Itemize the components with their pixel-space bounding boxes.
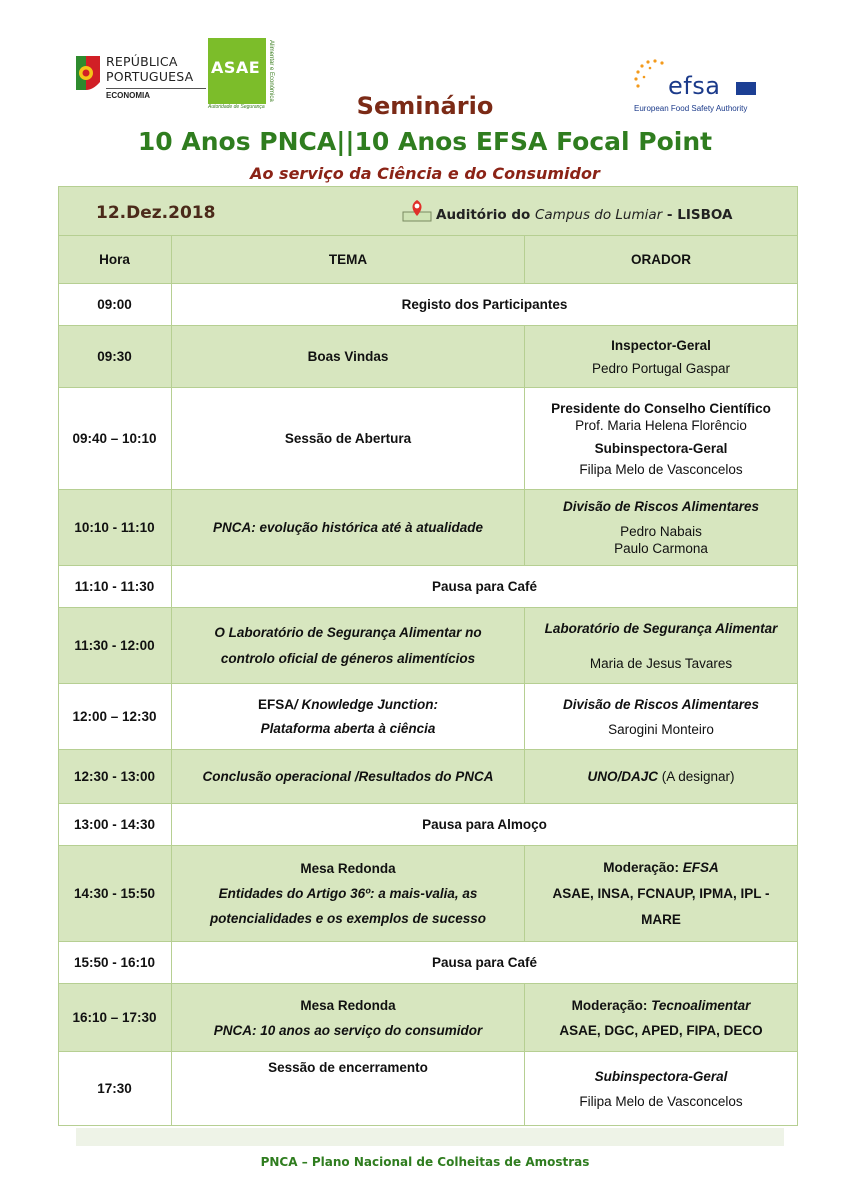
- row-orador: [525, 750, 798, 804]
- speaker-name: Filipa Melo de Vasconcelos: [579, 461, 743, 477]
- tema-line: [258, 693, 438, 717]
- row-orador: [525, 608, 798, 684]
- row-hora: 13:00 - 14:30: [58, 804, 172, 846]
- speaker-role: Presidente do Conselho Científico: [551, 400, 771, 416]
- tema-line: Entidades do Artigo 36º: a mais-valia, as: [218, 886, 478, 901]
- row-orador: [525, 388, 798, 490]
- row-orador: [525, 1052, 798, 1126]
- speaker-role: Laboratório de Segurança Alimentar: [544, 620, 778, 636]
- row-tema: Conclusão operacional /Resultados do PNCA: [172, 750, 525, 804]
- speaker-name: Pedro Nabais: [620, 524, 702, 539]
- panel-entities: MARE: [641, 911, 681, 927]
- moderation-line: [572, 993, 751, 1018]
- tema-line: Plataforma aberta à ciência: [260, 720, 436, 736]
- panel-entities: ASAE, INSA, FCNAUP, IPMA, IPL -: [552, 885, 770, 901]
- row-hora: 11:10 - 11:30: [58, 566, 172, 608]
- row-hora: 17:30: [58, 1052, 172, 1126]
- portugal-emblem-icon: [76, 56, 100, 90]
- row-hora: 14:30 - 15:50: [58, 846, 172, 942]
- moderation-label: Moderação:: [603, 859, 679, 875]
- tema-heading: Mesa Redonda: [300, 861, 396, 876]
- panel-entities: ASAE, DGC, APED, FIPA, DECO: [559, 1022, 763, 1038]
- logo-divider: [106, 88, 206, 89]
- row-tema: Sessão de Abertura: [172, 388, 525, 490]
- footer-band: [76, 1128, 784, 1146]
- speaker-name: Filipa Melo de Vasconcelos: [579, 1093, 743, 1109]
- row-orador: [525, 684, 798, 750]
- row-tema: Pausa para Almoço: [172, 804, 798, 846]
- page-footer: PNCA – Plano Nacional de Colheitas de Amostras: [260, 1155, 590, 1169]
- speaker-name: Maria de Jesus Tavares: [589, 655, 733, 671]
- tema-heading: Mesa Redonda: [300, 997, 396, 1013]
- event-info-band: [58, 186, 798, 236]
- row-hora: 11:30 - 12:00: [58, 608, 172, 684]
- seminar-label: Seminário: [356, 92, 494, 120]
- asae-name: ASAE: [211, 58, 261, 77]
- row-tema: Registo dos Participantes: [172, 284, 798, 326]
- map-pin-icon: [402, 198, 432, 222]
- tema-efsa: EFSA: [257, 696, 294, 712]
- row-tema: [172, 684, 525, 750]
- row-tema: [172, 608, 525, 684]
- moderation-line: [603, 855, 719, 881]
- speaker-role: Inspector-Geral: [611, 337, 711, 353]
- column-header-orador: ORADOR: [525, 236, 798, 284]
- speaker-name: (A designar): [657, 769, 735, 784]
- moderator: EFSA: [682, 859, 719, 875]
- tema-line: PNCA: 10 anos ao serviço do consumidor: [213, 1022, 483, 1038]
- row-tema: [172, 846, 525, 942]
- speaker-name: Prof. Maria Helena Florêncio: [575, 417, 747, 433]
- row-hora: 15:50 - 16:10: [58, 942, 172, 984]
- row-hora: 16:10 – 17:30: [58, 984, 172, 1052]
- location-city: - LISBOA: [666, 207, 733, 223]
- location-prefix: Auditório do: [436, 207, 531, 223]
- speaker-name: Pedro Portugal Gaspar: [591, 360, 731, 376]
- column-header-tema: TEMA: [172, 236, 525, 284]
- efsa-name: efsa: [668, 72, 721, 100]
- row-hora: 09:00: [58, 284, 172, 326]
- event-date: 12.Dez.2018: [96, 203, 216, 223]
- gov-ministry: ECONOMIA: [106, 91, 150, 100]
- gov-line2: PORTUGUESA: [106, 69, 194, 84]
- speaker-role: Subinspectora-Geral: [594, 1068, 728, 1084]
- page-title: 10 Anos PNCA||10 Anos EFSA Focal Point: [137, 127, 713, 156]
- speaker-line: [587, 767, 734, 786]
- row-tema: PNCA: evolução histórica até à atualidade: [172, 490, 525, 566]
- row-hora: 12:00 – 12:30: [58, 684, 172, 750]
- row-orador: [525, 984, 798, 1052]
- speaker-role: Divisão de Riscos Alimentares: [562, 696, 760, 712]
- tema-line: controlo oficial de géneros alimentícios: [220, 650, 476, 666]
- row-hora: 09:40 – 10:10: [58, 388, 172, 490]
- speaker-name: Paulo Carmona: [614, 541, 708, 556]
- programme-table: [58, 186, 798, 1126]
- efsa-full-name: European Food Safety Authority: [634, 104, 748, 113]
- row-tema: Pausa para Café: [172, 942, 798, 984]
- row-tema: Pausa para Café: [172, 566, 798, 608]
- speaker-role: UNO/DAJC: [587, 769, 658, 784]
- speaker-role: Subinspectora-Geral: [594, 440, 728, 456]
- moderator: Tecnoalimentar: [651, 997, 751, 1013]
- speaker-role: Divisão de Riscos Alimentares: [562, 499, 760, 514]
- event-location: [436, 207, 732, 223]
- asae-tagline: Autoridade de Segurança: [208, 104, 265, 110]
- row-tema: [172, 984, 525, 1052]
- row-hora: 12:30 - 13:00: [58, 750, 172, 804]
- row-hora: 09:30: [58, 326, 172, 388]
- row-orador: [525, 490, 798, 566]
- row-tema: Sessão de encerramento: [172, 1052, 525, 1126]
- row-orador: [525, 846, 798, 942]
- stars-icon: [632, 58, 672, 92]
- tema-line: potencialidades e os exemplos de sucesso: [209, 911, 487, 926]
- moderation-label: Moderação:: [571, 997, 648, 1013]
- speaker-name: Sarogini Monteiro: [608, 721, 714, 737]
- tema-line: O Laboratório de Segurança Alimentar no: [214, 624, 482, 640]
- location-campus: Campus do Lumiar: [534, 207, 663, 223]
- row-tema: Boas Vindas: [172, 326, 525, 388]
- tema-knowledge: / Knowledge Junction:: [294, 696, 438, 712]
- column-header-hora: Hora: [58, 236, 172, 284]
- page-subtitle: Ao serviço da Ciência e do Consumidor: [250, 164, 600, 183]
- asae-side-text: Alimentar e Económica: [268, 40, 274, 102]
- row-orador: [525, 326, 798, 388]
- row-hora: 10:10 - 11:10: [58, 490, 172, 566]
- gov-line1: REPÚBLICA: [106, 54, 178, 69]
